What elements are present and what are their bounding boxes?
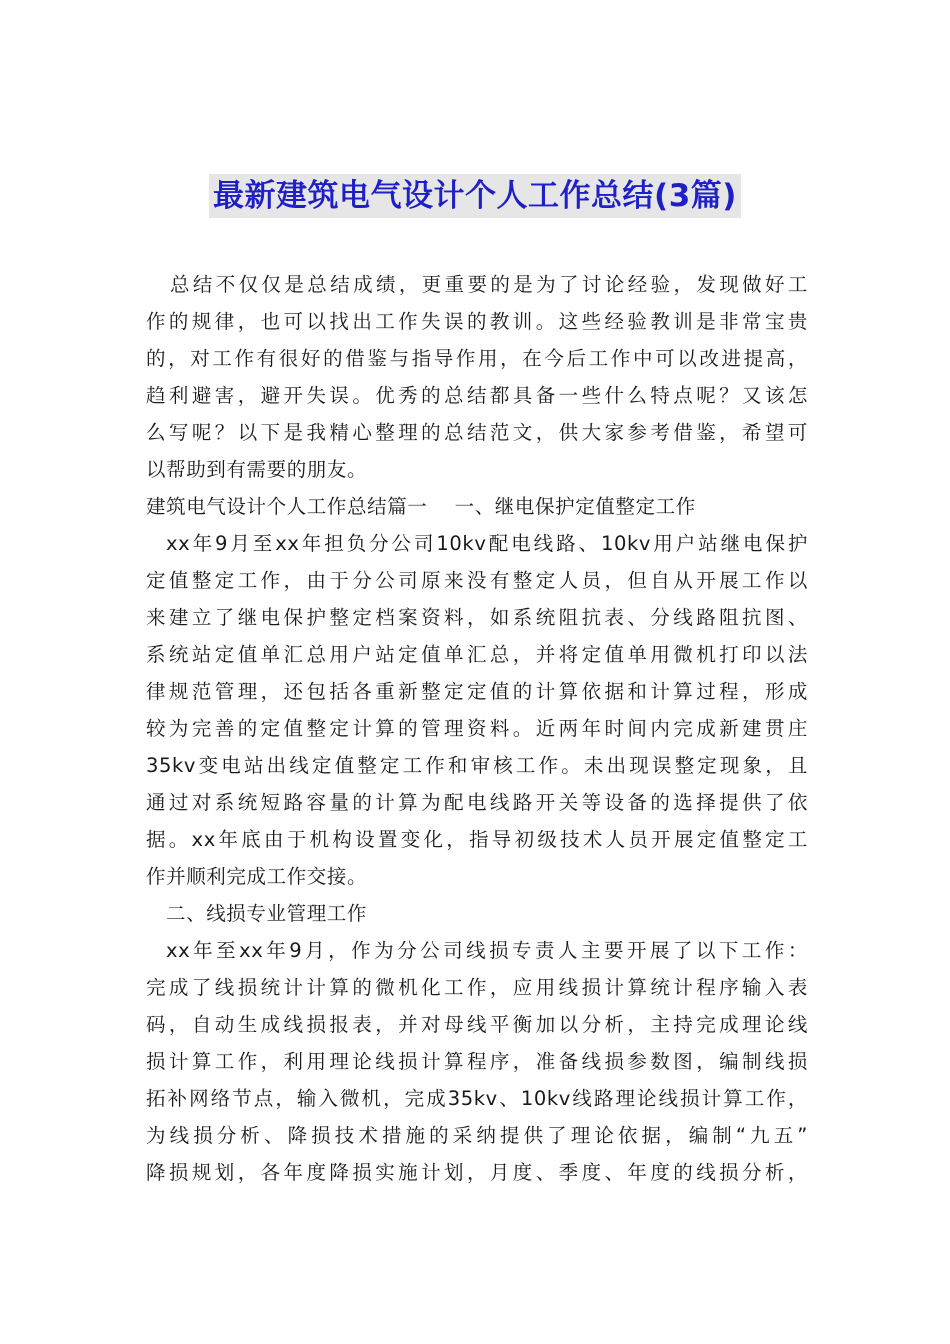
section1-line: 律规范管理，还包括各重新整定定值的计算依据和计算过程，形成 [146,680,808,703]
document-title: 最新建筑电气设计个人工作总结(3篇) [209,174,741,218]
intro-line: 以帮助到有需要的朋友。 [146,458,368,481]
section2-line: 降损规划，各年度降损实施计划，月度、季度、年度的线损分析， [146,1161,808,1184]
section1-line: 据。xx年底由于机构设置变化，指导初级技术人员开展定值整定工 [146,828,808,851]
section2-heading: 二、线损专业管理工作 [166,902,368,925]
section2-line: 为线损分析、降损技术措施的采纳提供了理论依据，编制“九五” [146,1124,808,1147]
section1-line: 35kv变电站出线定值整定工作和审核工作。未出现误整定现象，且 [146,754,808,777]
intro-line: 总结不仅仅是总结成绩，更重要的是为了讨论经验，发现做好工 [170,273,808,296]
section2-line: 拓补网络节点，输入微机，完成35kv、10kv线路理论线损计算工作， [146,1087,808,1110]
intro-line: 作的规律，也可以找出工作失误的教训。这些经验教训是非常宝贵 [146,310,808,333]
document-body [146,266,808,1191]
section1-line: 较为完善的定值整定计算的管理资料。近两年时间内完成新建贯庄 [146,717,808,740]
section1-heading: 建筑电气设计个人工作总结篇一 一、继电保护定值整定工作 [146,495,696,518]
section2-line: 损计算工作，利用理论线损计算程序，准备线损参数图，编制线损 [146,1050,808,1073]
title-container [0,174,950,218]
section2-line: 码，自动生成线损报表，并对母线平衡加以分析，主持完成理论线 [146,1013,808,1036]
section1-line: 通过对系统短路容量的计算为配电线路开关等设备的选择提供了依 [146,791,808,814]
section1-line: xx年9月至xx年担负分公司10kv配电线路、10kv用户站继电保护 [166,532,808,555]
section1-line: 系统站定值单汇总用户站定值单汇总，并将定值单用微机打印以法 [146,643,808,666]
section1-line: 来建立了继电保护整定档案资料，如系统阻抗表、分线路阻抗图、 [146,606,808,629]
section2-line: 完成了线损统计计算的微机化工作，应用线损计算统计程序输入表 [146,976,808,999]
section1-line: 作并顺利完成工作交接。 [146,865,368,888]
section2-line: xx年至xx年9月，作为分公司线损专责人主要开展了以下工作： [166,939,808,962]
section1-line: 定值整定工作，由于分公司原来没有整定人员，但自从开展工作以 [146,569,808,592]
intro-line: 的，对工作有很好的借鉴与指导作用，在今后工作中可以改进提高， [146,347,808,370]
intro-line: 趋利避害，避开失误。优秀的总结都具备一些什么特点呢？又该怎 [146,384,808,407]
intro-line: 么写呢？以下是我精心整理的总结范文，供大家参考借鉴，希望可 [146,421,808,444]
